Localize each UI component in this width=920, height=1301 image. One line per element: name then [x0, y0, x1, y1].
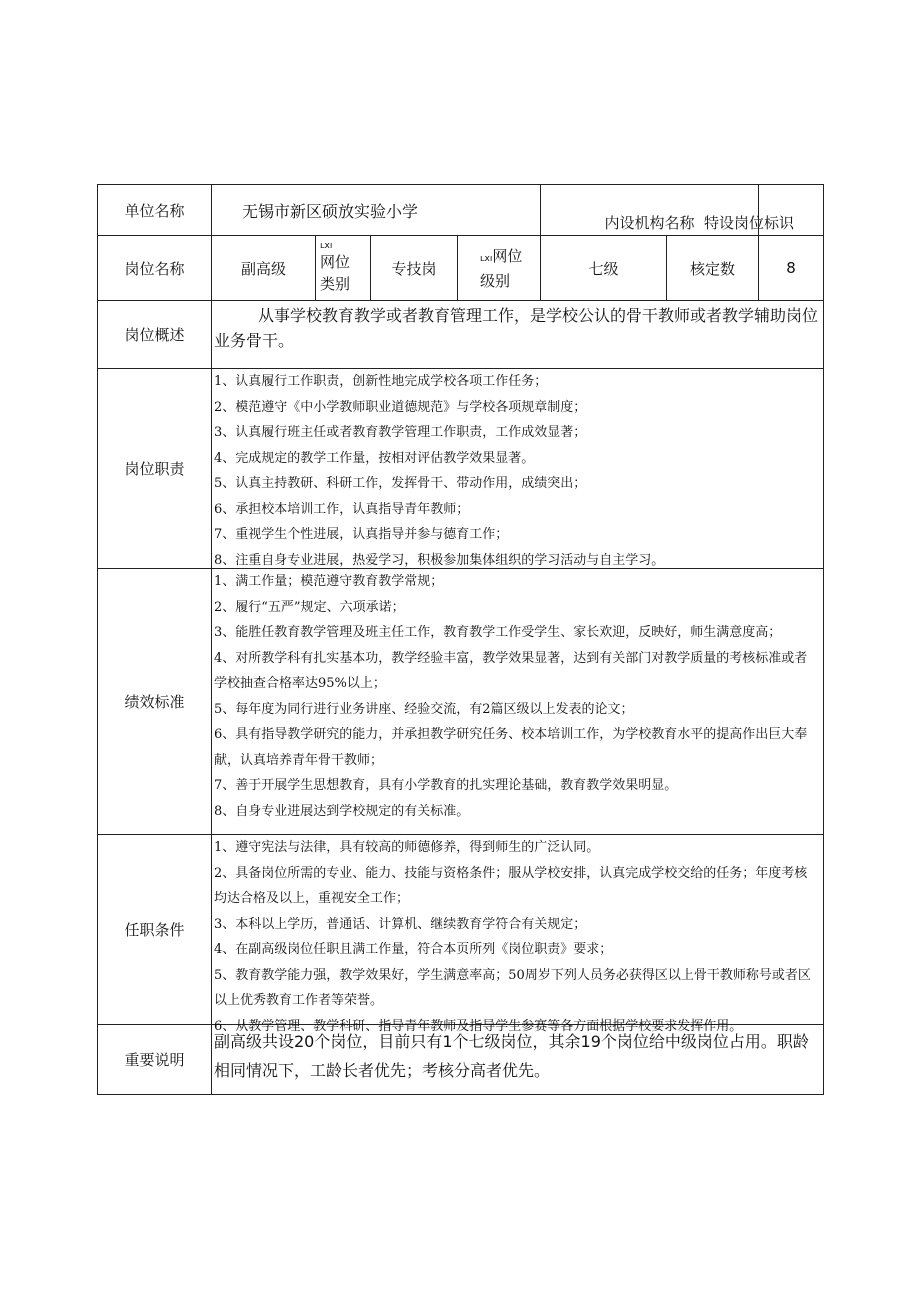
list-item: 6、从教学管理、教学科研、指导青年教师及指导学生参赛等各方面根据学校要求发挥作用。 [214, 1018, 743, 1034]
list-item: 5、教育教学能力强，教学效果好，学生满意率高；50周岁下列人员务必获得区以上骨干教师称号或者区以上优秀教育工作者等荣誉。 [214, 967, 811, 1008]
unit-row [98, 185, 824, 236]
qualifications-label: 任职条件 [98, 835, 212, 1025]
performance-label: 绩效标准 [98, 569, 212, 835]
list-item: 1、遵守宪法与法律，具有较高的师德修养，得到师生的广泛认同。 [214, 840, 600, 855]
list-item: 6、承担校本培训工作，认真指导青年教师； [214, 501, 470, 517]
list-item: 2、具备岗位所需的专业、能力、技能与资格条件；服从学校安排，认真完成学校交给的任务；年度考核均达合格及以上，重视安全工作； [214, 865, 808, 906]
list-item: 4、对所教学科有扎实基本功，教学经验丰富，教学效果显著，达到有关部门对教学质量的考核标准或者学校抽查合格率达95%以上； [214, 650, 808, 691]
list-item: 8、注重自身专业进展，热爱学习，积极参加集体组织的学习活动与自主学习。 [214, 552, 665, 568]
qualifications-row [98, 835, 824, 1025]
list-item: 1、认真履行工作职责，创新性地完成学校各项工作任务； [214, 374, 548, 389]
performance-row [98, 569, 824, 835]
performance-list [212, 569, 824, 835]
post-value: 副高级 [212, 236, 316, 301]
dept-label: 内设机构名称 [541, 185, 759, 236]
overview-text: 从事学校教育教学或者教育管理工作，是学校公认的骨干教师或者教学辅助岗位业务骨干。 [212, 301, 824, 369]
category-value: 专技岗 [371, 236, 458, 301]
post-label: 岗位名称 [98, 236, 212, 301]
unit-value: 无锡市新区硕放实验小学 [212, 185, 541, 236]
unit-label: 单位名称 [98, 185, 212, 236]
notes-text: 副高级共设20个岗位，目前只有1个七级岗位，其余19个岗位给中级岗位占用。职龄相同情况下，工龄长者优先；考核分高者优先。 [212, 1025, 824, 1095]
list-item: 5、认真主持教研、科研工作，发挥骨干、带动作用，成绩突出； [214, 476, 587, 491]
list-item: 7、善于开展学生思想教育，具有小学教育的扎实理论基础，教育教学效果明显。 [214, 778, 678, 793]
category-label: ʟxı 网位 类别 [316, 236, 371, 301]
notes-label: 重要说明 [98, 1025, 212, 1095]
list-item: 8、自身专业进展达到学校规定的有关标准。 [214, 803, 470, 819]
post-row [98, 236, 824, 301]
list-item: 3、认真履行班主任或者教育教学管理工作职责，工作成效显著； [214, 425, 587, 440]
list-item: 7、重视学生个性进展，认真指导并参与德育工作； [214, 527, 509, 542]
duties-row [98, 369, 824, 569]
list-item: 2、模范遵守《中小学教师职业道德规范》与学校各项规章制度； [214, 399, 587, 415]
quota-value: 8 [759, 236, 824, 301]
list-item: 2、履行“五严”规定、六项承诺； [214, 599, 405, 615]
list-item: 5、每年度为同行进行业务讲座、经验交流，有2篇区级以上发表的论文； [214, 701, 634, 717]
overview-row [98, 301, 824, 369]
list-item: 3、能胜任教育教学管理及班主任工作，教育教学工作受学生、家长欢迎，反映好，师生满意度高； [214, 625, 782, 640]
grade-value: 七级 [541, 236, 667, 301]
notes-row [98, 1025, 824, 1095]
list-item: 3、本科以上学历，普通话、计算机、继续教育学符合有关规定； [214, 916, 587, 932]
duties-label: 岗位职责 [98, 369, 212, 569]
special-post-label: 特设岗位标识 [759, 185, 824, 236]
post-description-form [97, 184, 824, 1095]
list-item: 6、具有指导教学研究的能力，并承担教学研究任务、校本培训工作，为学校教育水平的提高作出巨大奉献，认真培养青年骨干教师； [214, 727, 808, 768]
overview-label: 岗位概述 [98, 301, 212, 369]
list-item: 4、在副高级岗位任职且满工作量，符合本页所列《岗位职责》要求； [214, 942, 613, 957]
duties-list [212, 369, 824, 569]
list-item: 4、完成规定的教学工作量，按相对评估教学效果显著。 [214, 450, 535, 466]
grade-label: ʟxı网位 级别 [458, 236, 541, 301]
list-item: 1、满工作量；模范遵守教育教学常规； [214, 574, 444, 589]
quota-label: 核定数 [667, 236, 759, 301]
qualifications-list [212, 835, 824, 1034]
